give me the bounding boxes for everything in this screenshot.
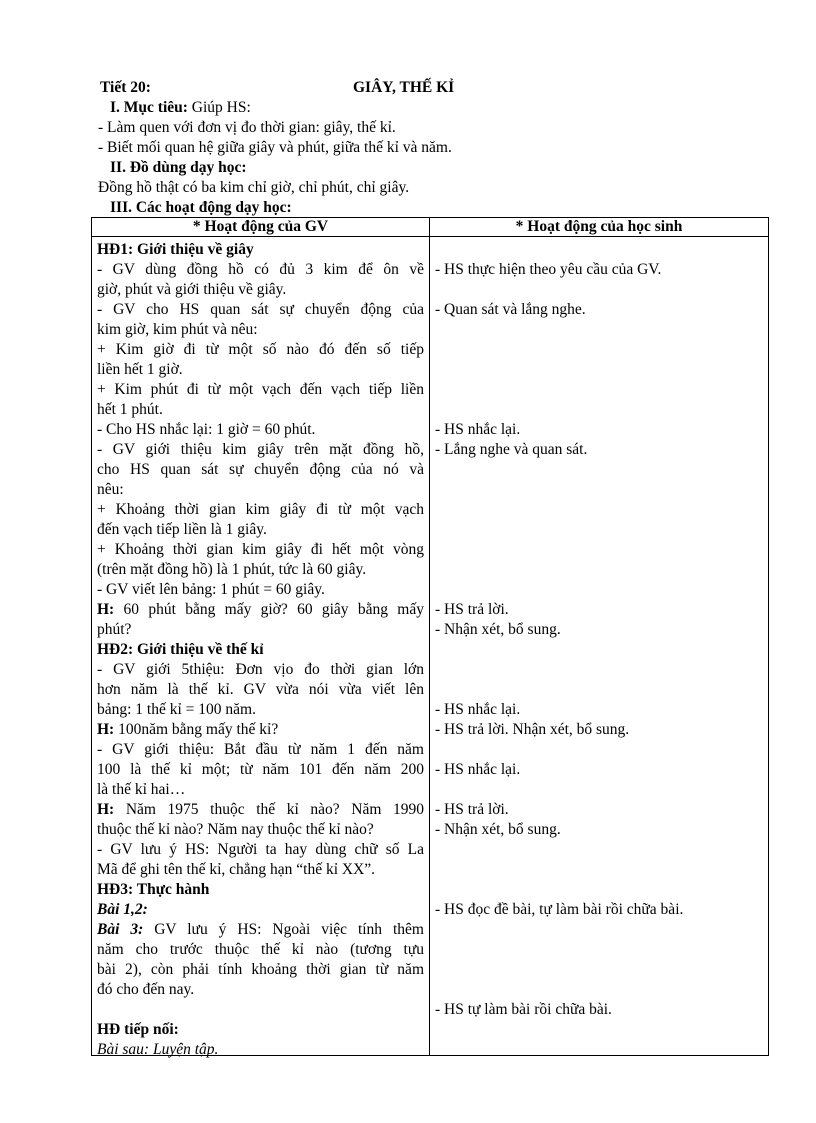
student-line: - Nhận xét, bổ sung. — [435, 621, 561, 638]
teacher-line: bài 2), còn phải tính khoảng thời gian từ năm — [97, 961, 424, 978]
student-line: - HS tự làm bài rồi chữa bài. — [435, 1001, 612, 1018]
student-line: - Lắng nghe và quan sát. — [435, 441, 588, 458]
teacher-line: - Cho HS nhắc lại: 1 giờ = 60 phút. — [97, 421, 316, 438]
teacher-line: phút? — [97, 621, 132, 638]
teacher-line: kim giờ, kim phút và nêu: — [97, 321, 258, 338]
teacher-line: Bài 1,2: — [97, 901, 148, 918]
teacher-line: - GV cho HS quan sát sự chuyển động của — [97, 301, 424, 318]
teacher-line: hơn năm là thế kỉ. GV vừa nói vừa viết lên — [97, 681, 424, 698]
student-line: - HS nhắc lại. — [435, 761, 521, 778]
teacher-line: H: 60 phút bằng mấy giờ? 60 giây bằng mấy — [97, 601, 424, 618]
student-column-header: * Hoạt động của học sinh — [430, 218, 769, 237]
teacher-line: H: Năm 1975 thuộc thế kỉ nào? Năm 1990 — [97, 801, 424, 818]
student-line: - HS nhắc lại. — [435, 701, 521, 718]
student-line: - HS trả lời. — [435, 601, 509, 618]
student-line: - Quan sát và lắng nghe. — [435, 301, 586, 318]
teacher-line: - GV lưu ý HS: Người ta hay dùng chữ số La — [97, 841, 424, 858]
student-line: - HS nhắc lại. — [435, 421, 521, 438]
teacher-line: - GV giới 5thiệu: Đơn vịo đo thời gian lớn — [97, 661, 424, 678]
teacher-line: + Khoảng thời gian kim giây đi hết một vòng — [97, 541, 424, 558]
teacher-line: HĐ3: Thực hành — [97, 881, 210, 898]
lesson-number: Tiết 20: — [100, 79, 151, 96]
teacher-column-header: * Hoạt động của GV — [92, 218, 430, 237]
objective-item: - Làm quen với đơn vị đo thời gian: giây, thế kỉ. — [98, 119, 396, 136]
teacher-line: + Kim phút đi từ một vạch đến vạch tiếp liền — [97, 381, 424, 398]
objectives-intro: Giúp HS: — [187, 99, 251, 116]
teacher-line: HĐ2: Giới thiệu về thế kỉ — [97, 641, 264, 658]
teacher-line: Bài sau: Luyện tập. — [97, 1041, 219, 1058]
activities-table — [91, 217, 769, 1056]
teacher-line: (trên mặt đồng hồ) là 1 phút, tức là 60 giây. — [97, 561, 367, 578]
teacher-line: - GV viết lên bảng: 1 phút = 60 giây. — [97, 581, 325, 598]
teacher-line: cho HS quan sát sự chuyển động của nó và — [97, 461, 424, 478]
materials-text: Đồng hồ thật có ba kim chỉ giờ, chỉ phút, chỉ giây. — [98, 179, 410, 196]
page-title: GIÂY, THẾ KỈ — [353, 79, 455, 96]
student-line: - Nhận xét, bổ sung. — [435, 821, 561, 838]
teacher-line: + Kim giờ đi từ một số nào đó đến số tiếp — [97, 341, 424, 358]
teacher-line: nêu: — [97, 481, 124, 498]
student-line: - HS đọc đề bài, tự làm bài rồi chữa bài. — [435, 901, 684, 918]
teacher-line: giờ, phút và giới thiệu về giây. — [97, 281, 287, 298]
materials-heading: II. Đồ dùng dạy học: — [110, 159, 247, 176]
teacher-line: - GV dùng đồng hồ có đủ 3 kim để ôn về — [97, 261, 424, 278]
student-line: - HS thực hiện theo yêu cầu của GV. — [435, 261, 662, 278]
teacher-activities-cell — [92, 237, 430, 1056]
student-line: - HS trả lời. Nhận xét, bổ sung. — [435, 721, 630, 738]
teacher-line: Mã để ghi tên thế kỉ, chẳng hạn “thế kỉ XX”. — [97, 861, 376, 878]
teacher-line: đến vạch tiếp liền là 1 giây. — [97, 521, 267, 538]
teacher-line: HĐ1: Giới thiệu về giây — [97, 241, 254, 258]
student-line: - HS trả lời. — [435, 801, 509, 818]
teacher-line: thuộc thế kỉ nào? Năm nay thuộc thế kỉ nào? — [97, 821, 374, 838]
teacher-line: hết 1 phút. — [97, 401, 163, 418]
teacher-line: bảng: 1 thế kỉ = 100 năm. — [97, 701, 256, 718]
teacher-line: HĐ tiếp nối: — [97, 1021, 179, 1038]
teacher-line: liền hết 1 giờ. — [97, 361, 183, 378]
teacher-line: là thế kỉ hai… — [97, 781, 186, 798]
activities-heading: III. Các hoạt động dạy học: — [110, 199, 292, 216]
teacher-line: H: 100năm bằng mấy thế kỉ? — [97, 721, 279, 738]
teacher-line: - GV giới thiệu kim giây trên mặt đồng hồ, — [97, 441, 424, 458]
objectives-line — [110, 98, 251, 117]
teacher-line: + Khoảng thời gian kim giây đi từ một vạch — [97, 501, 424, 518]
student-activities-cell — [430, 237, 769, 1056]
teacher-line: 100 là thế kỉ một; từ năm 101 đến năm 200 — [97, 761, 424, 778]
objective-item: - Biết mối quan hệ giữa giây và phút, giữa thế kỉ và năm. — [98, 139, 452, 156]
objectives-heading: I. Mục tiêu: — [110, 99, 188, 116]
teacher-line: Bài 3: GV lưu ý HS: Ngoài việc tính thêm — [97, 921, 424, 938]
teacher-line: năm cho trước thuộc thế kỉ nào (tương tựu — [97, 941, 424, 958]
teacher-line: đó cho đến nay. — [97, 981, 195, 998]
teacher-line: - GV giới thiệu: Bắt đầu từ năm 1 đến năm — [97, 741, 424, 758]
